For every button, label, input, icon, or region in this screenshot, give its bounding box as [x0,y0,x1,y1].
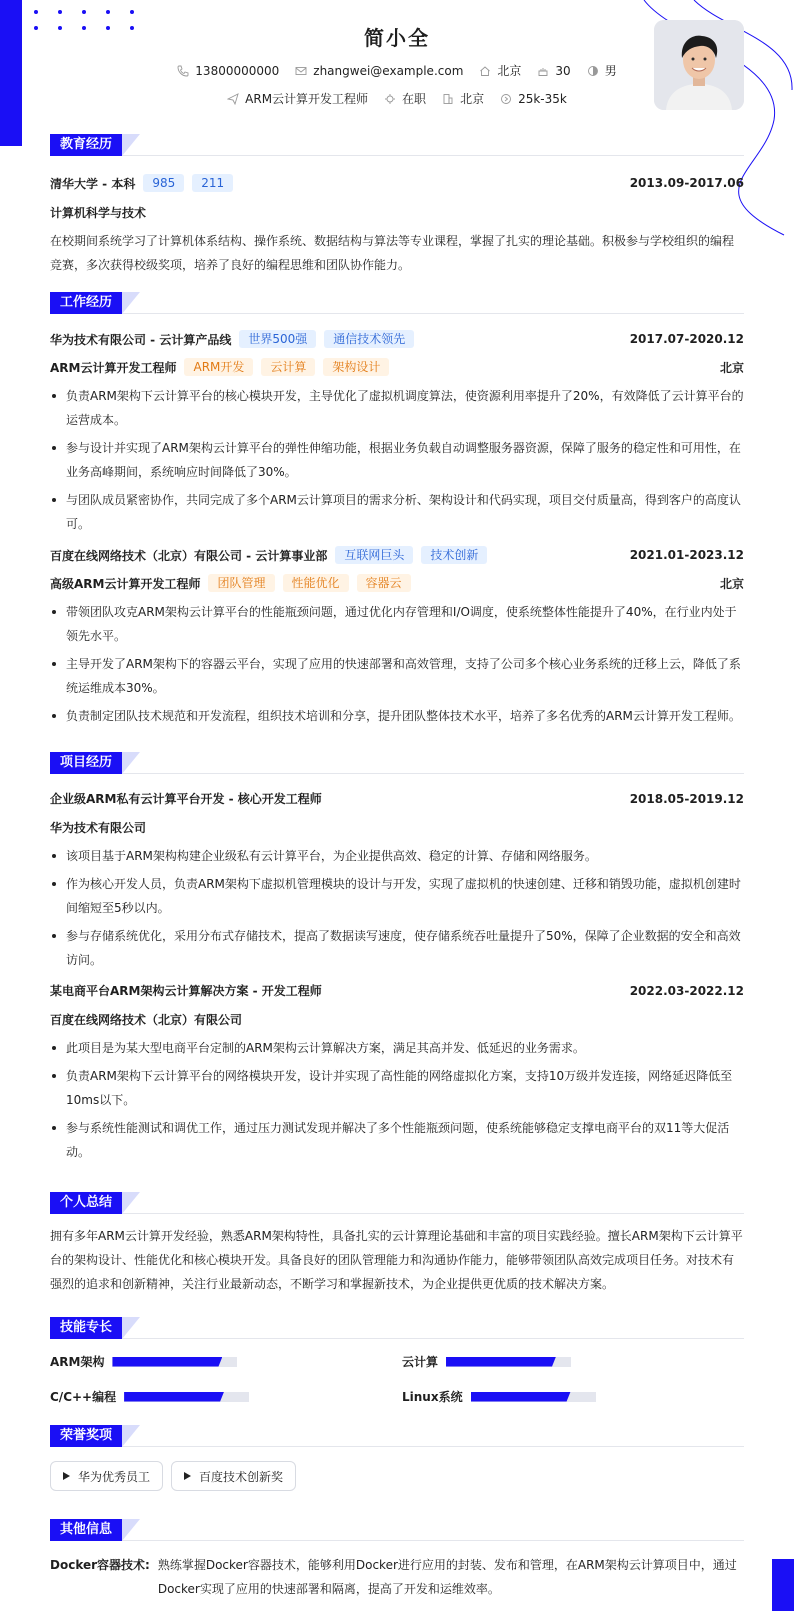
project-item [50,982,744,1164]
section-title: 荣誉奖项 [50,1425,122,1447]
school-tag: 211 [192,174,233,192]
education-description: 在校期间系统学习了计算机体系结构、操作系统、数据结构与算法等专业课程，掌握了扎实的理论基础。积极参与学校组织的编程竞赛，多次获得校级奖项，培养了良好的编程思维和团队协作能力。 [50,234,735,272]
skill-bar-fill [124,1392,224,1402]
avatar-photo-icon [654,20,744,110]
summary-text: 拥有多年ARM云计算开发经验，熟悉ARM架构特性，具备扎实的云计算理论基础和丰富的项目实践经验。擅长ARM架构下云计算平台的架构设计、性能优化和核心模块开发。具备良好的团队管理能力和沟通协作能力，能够带领团队高效完成项目任务。对技术有强烈的追求和创新精神，关注行业最新动态，不断学习和掌握新技术，为企业提供更优质的技术解决方案。 [50,1229,743,1291]
education-heading [50,134,744,156]
decorative-bar-right [772,1559,794,1611]
salary-icon [500,93,512,105]
contact-phone: 13800000000 [177,62,279,79]
company-name: 华为技术有限公司 - 云计算产品线 [50,332,232,347]
send-icon [227,93,239,105]
projects-heading [50,752,744,774]
skill-bar-fill [112,1357,222,1367]
contact-email: zhangwei@example.com [295,62,463,79]
gender-icon [587,65,599,77]
skill-bar [446,1357,571,1367]
work-city: 北京 [719,360,744,375]
company-tag: 互联网巨头 [335,546,413,564]
list-item: 该项目基于ARM架构构建企业级私有云计算平台，为企业提供高效、稳定的计算、存储和网络服务。 [50,844,744,868]
list-item: 负责制定团队技术规范和开发流程，组织技术培训和分享，提升团队整体技术水平，培养了多名优秀的ARM云计算开发工程师。 [50,704,744,728]
work-bullets [50,600,744,728]
section-title: 个人总结 [50,1192,122,1214]
projects-section [50,752,744,1168]
award-label: 华为优秀员工 [78,1469,151,1484]
list-item: 负责ARM架构下云计算平台的网络模块开发，设计并实现了高性能的网络虚拟化方案，支持10万级并发连接，网络延迟降低至10ms以下。 [50,1064,744,1112]
play-triangle-icon [184,1472,191,1480]
intent-city: 北京 [442,90,484,107]
home-icon [479,65,491,77]
work-role-row [50,358,744,376]
other-item [50,1553,744,1601]
list-item: 与团队成员紧密协作，共同完成了多个ARM云计算项目的需求分析、架构设计和代码实现，项目交付质量高，得到客户的高度认可。 [50,488,744,536]
skill-name: ARM架构 [50,1355,105,1369]
contact-age: 30 [537,62,570,79]
work-city: 北京 [719,576,744,591]
company-tag: 技术创新 [421,546,487,564]
skill-item [402,1353,732,1370]
section-title: 工作经历 [50,292,122,314]
role-tag: 云计算 [261,358,315,376]
project-date: 2018.05-2019.12 [629,791,744,806]
resume-header [0,0,794,130]
role-tag: 容器云 [357,574,411,592]
section-title: 技能专长 [50,1317,122,1339]
project-name: 某电商平台ARM架构云计算解决方案 - 开发工程师 [50,984,322,998]
award-item [50,1461,163,1491]
awards-heading [50,1425,744,1447]
skill-item [402,1388,732,1405]
project-date: 2022.03-2022.12 [629,983,744,998]
work-item [50,546,744,728]
play-triangle-icon [63,1472,70,1480]
contact-gender: 男 [587,62,617,79]
skill-bar [124,1392,249,1402]
skills-grid [50,1353,744,1405]
education-major: 计算机科学与技术 [50,206,147,220]
role-tag: 团队管理 [208,574,274,592]
other-text: 熟练掌握Docker容器技术，能够利用Docker进行应用的封装、发布和管理，在ARM架构云计算项目中，通过Docker实现了应用的快速部署和隔离，提高了开发和运维效率。 [157,1558,737,1596]
work-date: 2021.01-2023.12 [629,548,744,562]
work-role-row [50,574,744,592]
summary-heading [50,1192,744,1214]
role-tag: 性能优化 [283,574,349,592]
role-tag: 架构设计 [323,358,389,376]
role-tag: ARM开发 [184,358,253,376]
project-item [50,790,744,972]
project-bullets [50,844,744,972]
work-company-row [50,330,744,348]
status-icon [384,93,396,105]
section-title: 项目经历 [50,752,122,774]
awards-list [50,1461,744,1491]
list-item: 主导开发了ARM架构下的容器云平台，实现了应用的快速部署和高效管理，支持了公司多个核心业务系统的迁移上云，降低了系统运维成本30%。 [50,652,744,700]
project-bullets [50,1036,744,1164]
candidate-name: 简小全 [364,26,430,50]
award-label: 百度技术创新奖 [199,1469,284,1484]
skill-bar [471,1392,596,1402]
work-company-row [50,546,744,564]
project-org: 百度在线网络技术（北京）有限公司 [50,1013,243,1027]
education-header-row [50,174,744,192]
work-section [50,292,744,732]
school-tag: 985 [143,174,184,192]
skill-bar-fill [471,1392,571,1402]
section-title: 其他信息 [50,1519,122,1541]
intent-position: ARM云计算开发工程师 [227,90,368,107]
list-item: 负责ARM架构下云计算平台的核心模块开发，主导优化了虚拟机调度算法，使资源利用率提升了20%，有效降低了云计算平台的运营成本。 [50,384,744,432]
company-name: 百度在线网络技术（北京）有限公司 - 云计算事业部 [50,548,328,563]
building-icon [442,93,454,105]
mail-icon [295,65,307,77]
skill-name: 云计算 [402,1355,439,1369]
list-item: 作为核心开发人员，负责ARM架构下虚拟机管理模块的设计与开发，实现了虚拟机的快速创建、迁移和销毁功能，虚拟机创建时间缩短至5秒以内。 [50,872,744,920]
work-heading [50,292,744,314]
school-name: 清华大学 - 本科 [50,176,136,191]
project-title-row [50,982,744,999]
project-title-row [50,790,744,807]
project-name: 企业级ARM私有云计算平台开发 - 核心开发工程师 [50,792,322,806]
avatar [654,20,744,110]
company-tag: 通信技术领先 [324,330,414,348]
skill-bar-fill [446,1357,556,1367]
summary-section [50,1192,744,1296]
contact-city: 北京 [479,62,521,79]
skill-bar [112,1357,237,1367]
other-section [50,1519,744,1601]
education-section [50,134,744,277]
skill-item [50,1353,380,1370]
work-date: 2017.07-2020.12 [629,332,744,346]
awards-section [50,1425,744,1491]
section-title: 教育经历 [50,134,122,156]
education-date: 2013.09-2017.06 [629,176,744,190]
skill-name: Linux系统 [402,1390,463,1404]
list-item: 参与系统性能测试和调优工作，通过压力测试发现并解决了多个性能瓶颈问题，使系统能够稳定支撑电商平台的双11等大促活动。 [50,1116,744,1164]
skills-section [50,1317,744,1405]
work-bullets [50,384,744,536]
school-line [50,174,233,192]
work-item [50,330,744,536]
skill-name: C/C++编程 [50,1390,117,1404]
skill-item [50,1388,380,1405]
role-name: ARM云计算开发工程师 [50,360,177,375]
phone-icon [177,65,189,77]
intent-salary: 25k-35k [500,90,567,107]
list-item: 此项目是为某大型电商平台定制的ARM架构云计算解决方案，满足其高并发、低延迟的业务需求。 [50,1036,744,1060]
age-icon [537,65,549,77]
skills-heading [50,1317,744,1339]
list-item: 带领团队攻克ARM架构云计算平台的性能瓶颈问题，通过优化内存管理和I/O调度，使系统整体性能提升了40%，在行业内处于领先水平。 [50,600,744,648]
other-heading [50,1519,744,1541]
role-name: 高级ARM云计算开发工程师 [50,576,201,591]
company-tag: 世界500强 [239,330,316,348]
intent-status: 在职 [384,90,426,107]
other-label: Docker容器技术: [50,1558,150,1572]
list-item: 参与设计并实现了ARM架构云计算平台的弹性伸缩功能，根据业务负载自动调整服务器资源，保障了服务的稳定性和可用性，在业务高峰期间，系统响应时间降低了30%。 [50,436,744,484]
award-item [171,1461,296,1491]
project-org: 华为技术有限公司 [50,821,147,835]
list-item: 参与存储系统优化，采用分布式存储技术，提高了数据读写速度，使存储系统吞吐量提升了50%，保障了企业数据的安全和高效访问。 [50,924,744,972]
